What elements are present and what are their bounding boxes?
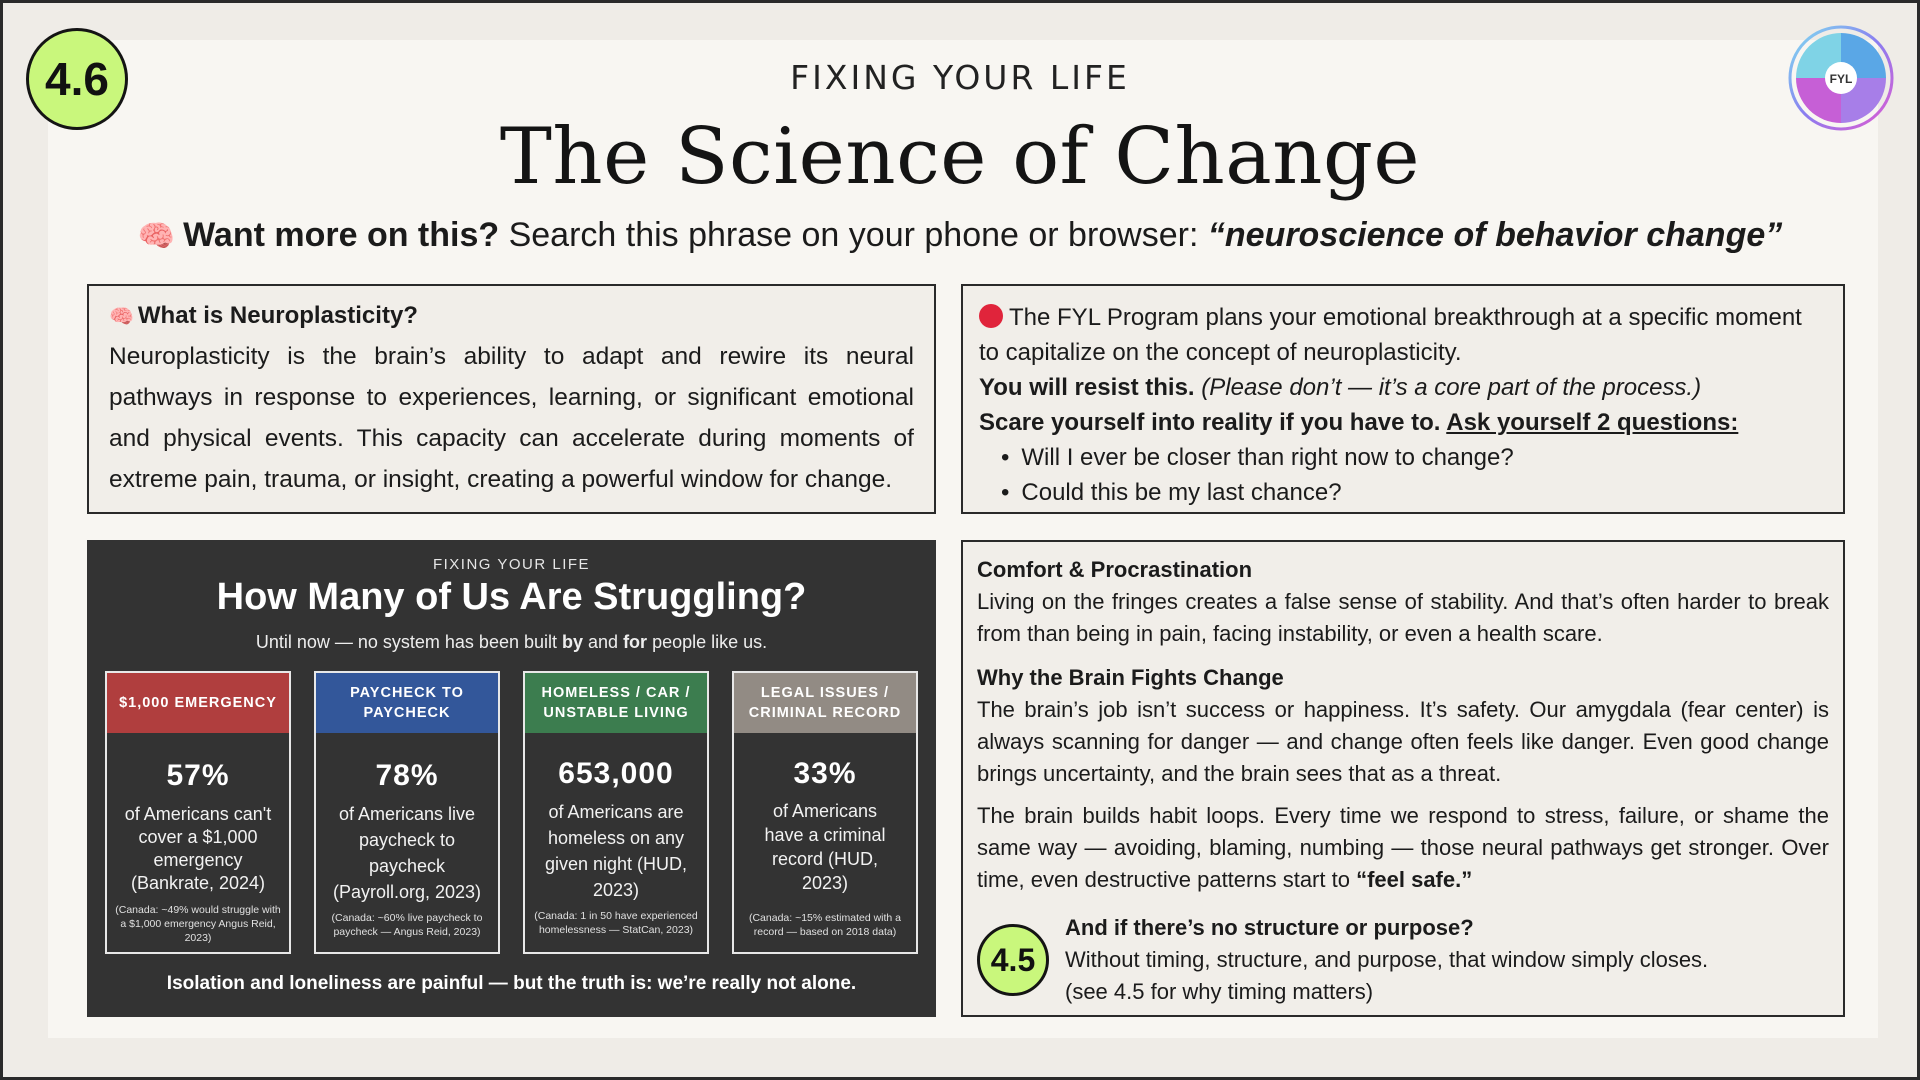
card-stat: 33% — [793, 757, 857, 790]
resist-line — [979, 370, 1827, 405]
search-prompt — [0, 216, 1920, 255]
prompt-bold: Want more on this? — [183, 216, 500, 254]
scare-underline: Ask yourself 2 questions: — [1446, 409, 1739, 436]
brain-icon: 🧠 — [109, 306, 134, 328]
prompt-text: Search this phrase on your phone or browser: — [499, 216, 1208, 254]
card-description: of Americans can't cover a $1,000 emergency (Bankrate, 2024) — [124, 804, 272, 893]
red-dot-icon — [979, 304, 1003, 328]
card-header: PAYCHECK TO PAYCHECK — [316, 673, 498, 733]
card-note: (Canada: ~49% would struggle with a $1,000 emergency Angus Reid, 2023) — [115, 904, 281, 944]
comfort-heading: Comfort & Procrastination — [977, 557, 1253, 582]
neuroplasticity-heading — [109, 300, 914, 333]
questions-list — [979, 440, 1827, 510]
neuroplasticity-body: Neuroplasticity is the brain’s ability to adapt and rewire its neural pathways in response to experiences, learning, or significant emotional and physical events. This capacity can accelerate during moments of extreme pain, trauma, or insight, creating a powerful window for change. — [109, 343, 914, 493]
structure-section — [1065, 912, 1825, 1008]
structure-reference: (see 4.5 for why timing matters) — [1065, 979, 1374, 1004]
stat-card — [314, 671, 500, 954]
card-stat: 653,000 — [558, 757, 674, 790]
structure-heading: And if there’s no structure or purpose? — [1065, 915, 1474, 940]
infographic-footer: Isolation and loneliness are painful — but the truth is: we’re really not alone. — [166, 973, 857, 994]
brain-fights-paragraph: The brain’s job isn’t success or happiness. It’s safety. Our amygdala (fear center) is always scanning for danger — and change often feels like danger. Even good change brings uncertainty, and the brain sees that as a threat. — [977, 697, 1829, 786]
logo-text: FYL — [1829, 72, 1853, 86]
stat-card — [523, 671, 709, 954]
section-link-badge[interactable]: 4.5 — [977, 924, 1049, 996]
card-description: of Americans have a criminal record (HUD, 2023) — [764, 801, 886, 893]
habit-loops-paragraph: The brain builds habit loops. Every time we respond to stress, failure, or shame the same way — avoiding, blaming, numbing — those neural pathways get stronger. Over time, even destructive patterns start to “feel safe.” — [977, 803, 1829, 892]
card-note: (Canada: ~15% estimated with a record — based on 2018 data) — [748, 912, 902, 938]
neuroplasticity-box — [87, 284, 936, 514]
card-header: LEGAL ISSUES / CRIMINAL RECORD — [734, 673, 916, 733]
neuroplasticity-heading-text: What is Neuroplasticity? — [137, 302, 418, 329]
card-header: HOMELESS / CAR / UNSTABLE LIVING — [525, 673, 707, 733]
card-note: (Canada: ~60% live paycheck to paycheck — Angus Reid, 2023) — [331, 912, 483, 938]
card-description: of Americans live paycheck to paycheck (Payroll.org, 2023) — [332, 804, 482, 902]
card-stat: 57% — [166, 759, 230, 792]
list-item: • Will I ever be closer than right now to change? — [1001, 440, 1827, 475]
page-title: The Science of Change — [499, 112, 1421, 202]
card-stat: 78% — [375, 759, 439, 792]
section-number-badge: 4.6 — [26, 28, 128, 130]
structure-text: Without timing, structure, and purpose, that window simply closes. — [1065, 947, 1709, 972]
infographic-subtitle: Until now — no system has been built by and for people like us. — [255, 632, 768, 652]
card-note: (Canada: 1 in 50 have experienced homelessness — StatCan, 2023) — [534, 910, 698, 936]
resist-bold: You will resist this. — [979, 374, 1195, 401]
card-description: of Americans are homeless on any given night (HUD, 2023) — [544, 802, 688, 900]
list-item: • Could this be my last chance? — [1001, 475, 1827, 510]
resist-italic: (Please don’t — it’s a core part of the process.) — [1194, 374, 1702, 401]
page-eyebrow: FIXING YOUR LIFE — [790, 58, 1130, 97]
card-header: $1,000 EMERGENCY — [107, 673, 289, 733]
scare-line — [979, 405, 1827, 440]
search-phrase: “neuroscience of behavior change” — [1207, 216, 1783, 254]
brain-icon: 🧠 — [137, 220, 176, 253]
stat-card — [732, 671, 918, 954]
infographic-eyebrow: FIXING YOUR LIFE — [432, 556, 591, 573]
struggling-infographic — [87, 540, 936, 1017]
brain-fights-heading: Why the Brain Fights Change — [977, 665, 1284, 690]
infographic-title: How Many of Us Are Struggling? — [216, 576, 807, 618]
program-intro — [979, 300, 1827, 370]
comfort-box — [961, 540, 1845, 1017]
scare-bold: Scare yourself into reality if you have to. — [979, 409, 1447, 436]
fyl-program-box — [961, 284, 1845, 514]
program-line: The FYL Program plans your emotional breakthrough at a specific moment to capitalize on the concept of neuroplasticity. — [979, 304, 1802, 366]
comfort-paragraph: Living on the fringes creates a false sense of stability. And that’s often harder to break from than being in pain, facing instability, or even a health scare. — [977, 589, 1829, 646]
stat-card — [105, 671, 291, 954]
